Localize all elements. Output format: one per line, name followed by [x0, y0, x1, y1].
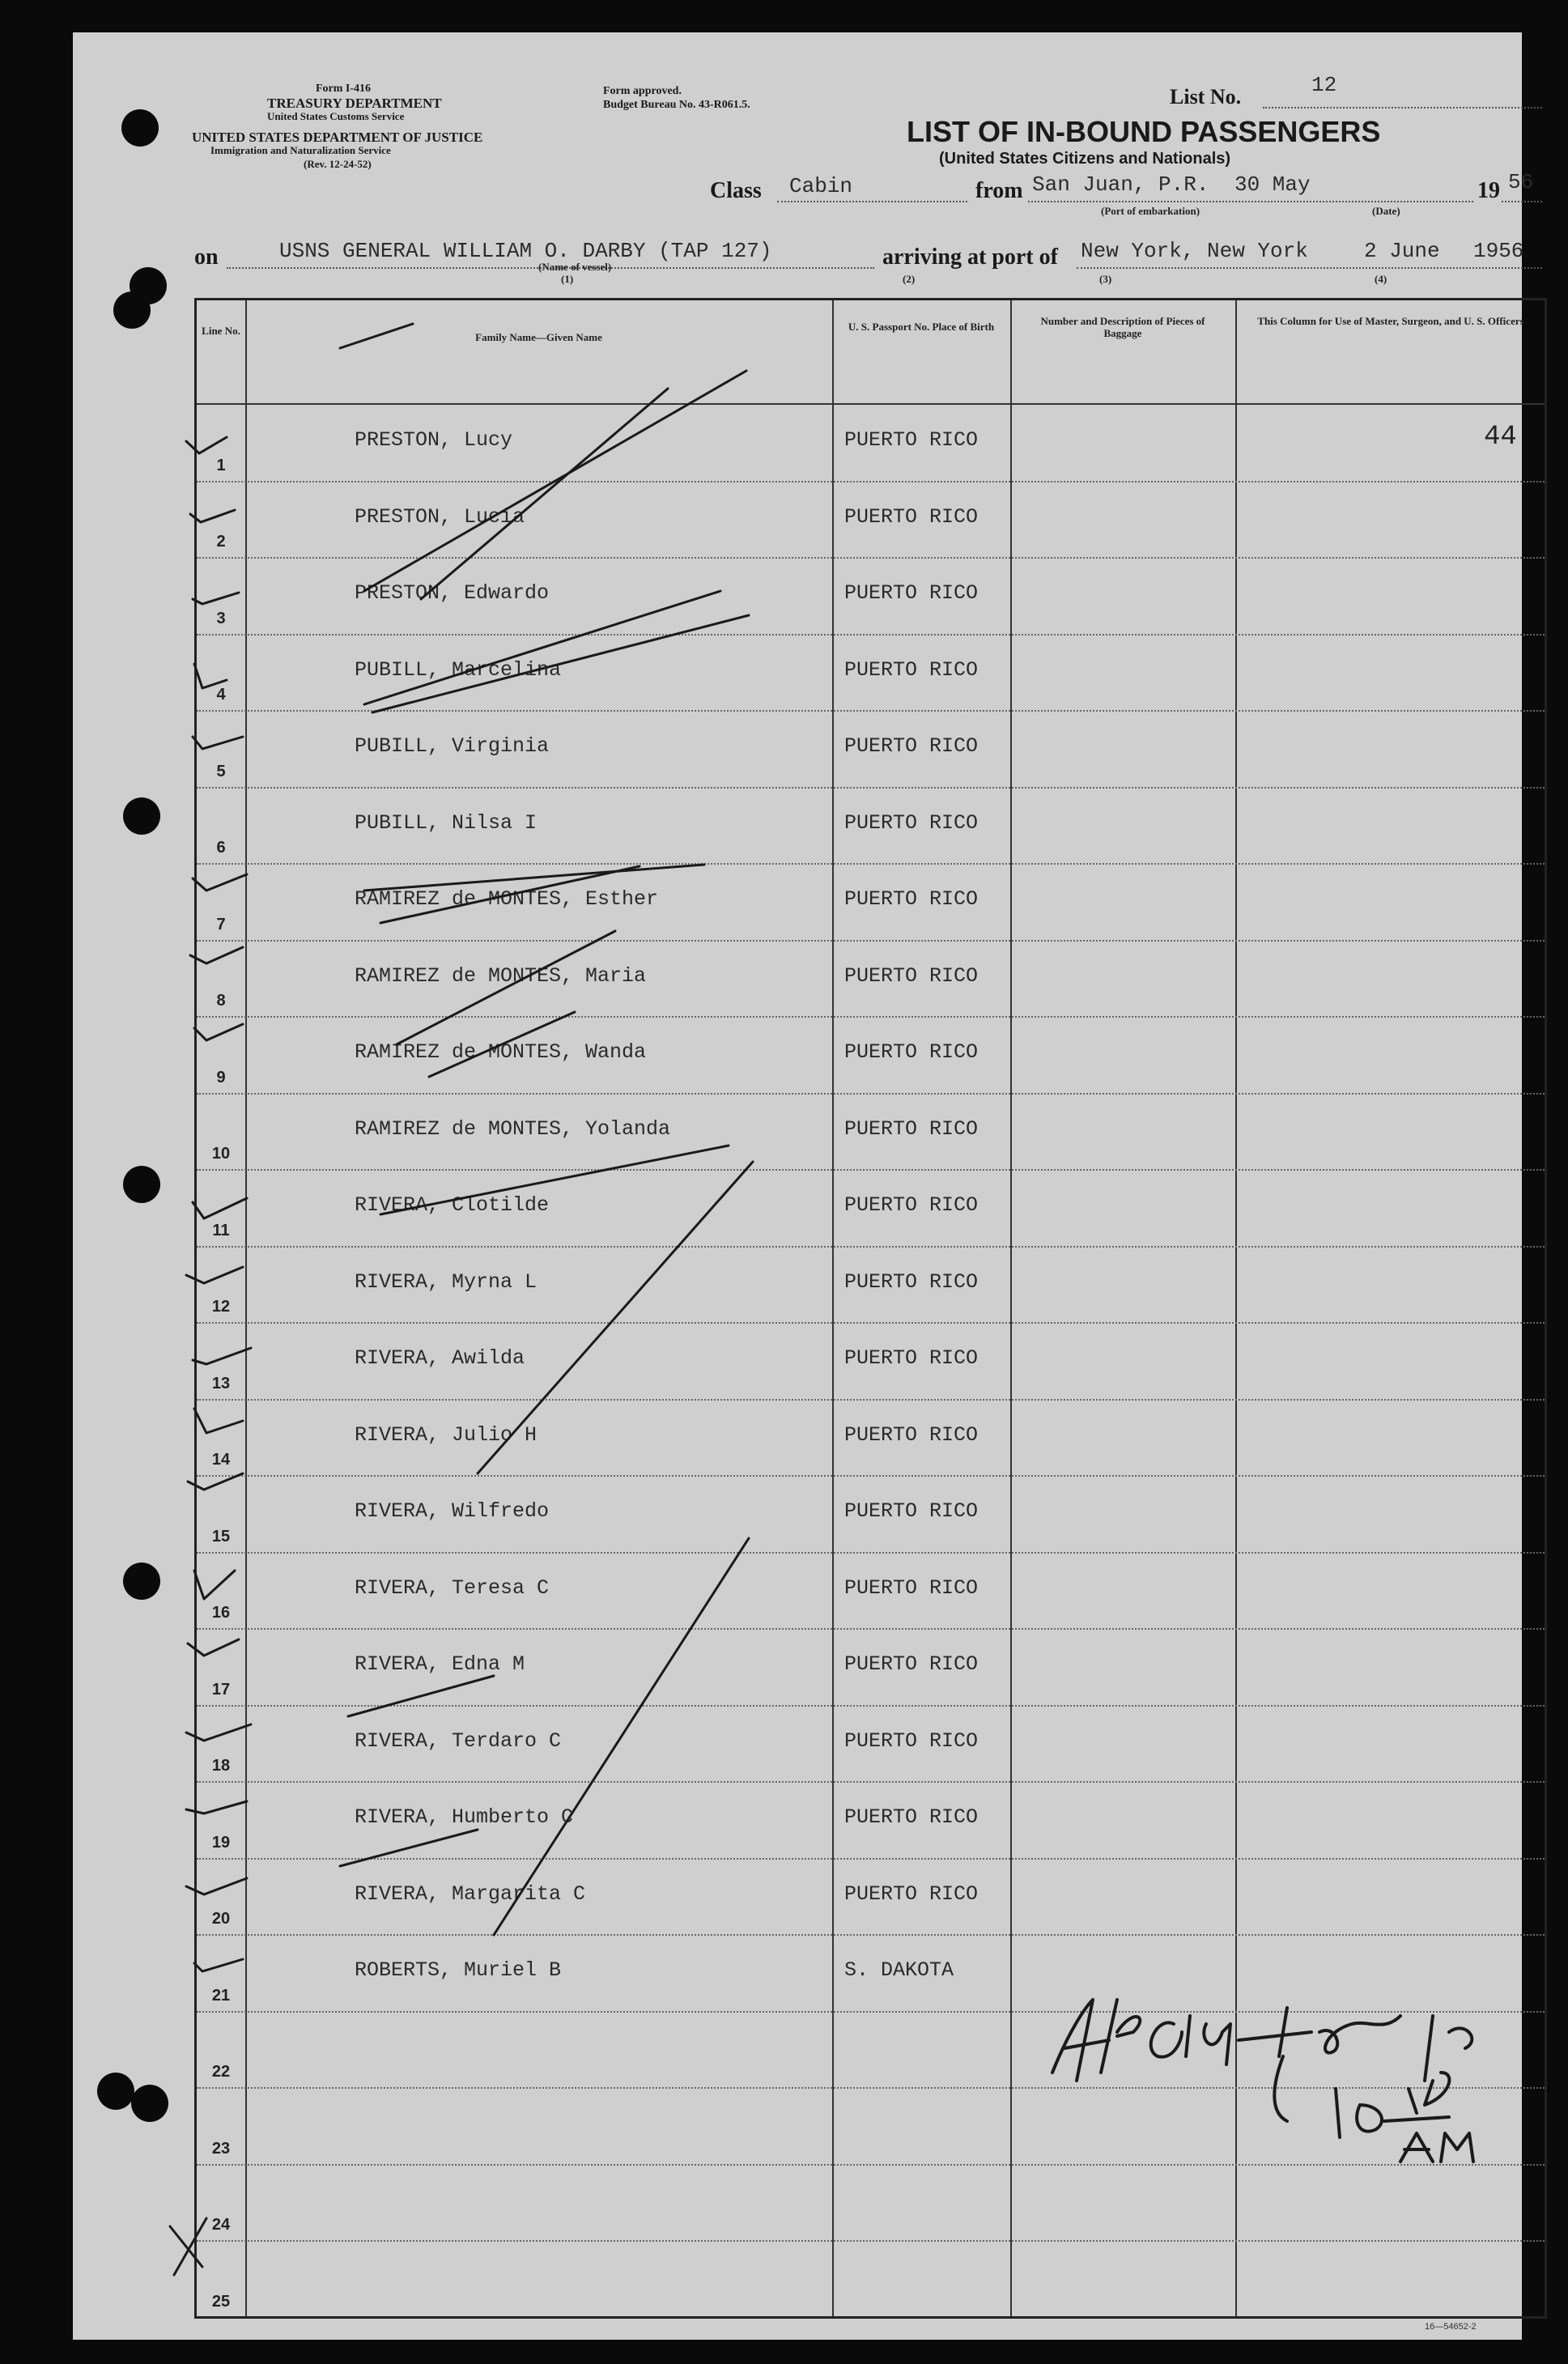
year-line [1502, 201, 1542, 202]
row-rule [197, 1246, 1545, 1248]
row-rule [197, 1858, 1545, 1860]
arrival-port: New York, New York [1081, 239, 1308, 263]
col-num-1: (1) [561, 273, 574, 285]
line-number: 18 [211, 1757, 231, 1775]
line-number: 15 [211, 1527, 231, 1546]
justice-dept: UNITED STATES DEPARTMENT OF JUSTICE [192, 130, 483, 145]
line-number: 6 [216, 839, 226, 857]
place-of-birth: PUERTO RICO [844, 1116, 979, 1141]
document-page [73, 32, 1534, 2340]
row-rule [197, 2164, 1545, 2166]
passenger-name: RIVERA, Edna M [355, 1652, 525, 1676]
punch-hole [121, 109, 159, 147]
place-of-birth: PUERTO RICO [844, 1269, 979, 1294]
header-rule [197, 403, 1545, 405]
place-of-birth: PUERTO RICO [844, 1652, 979, 1676]
line-number: 12 [211, 1298, 231, 1316]
passenger-name: PUBILL, Marcelina [355, 657, 562, 682]
line-number: 14 [211, 1451, 231, 1469]
passenger-name: PRESTON, Lucia [355, 504, 525, 529]
line-number: 24 [211, 2216, 231, 2234]
col-divider [832, 300, 834, 2316]
place-of-birth: PUERTO RICO [844, 1805, 979, 1829]
row-rule [197, 1322, 1545, 1324]
header-officers: This Column for Use of Master, Surgeon, and U. S. Officers [1257, 315, 1524, 327]
punch-hole [113, 291, 151, 329]
place-of-birth: PUERTO RICO [844, 1881, 979, 1906]
passenger-table [194, 298, 1547, 2319]
line-number: 11 [212, 1221, 230, 1239]
embark-caption: (Port of embarkation) [1101, 205, 1200, 217]
passenger-name: RIVERA, Myrna L [355, 1269, 538, 1294]
row-rule [197, 2011, 1545, 2013]
row-rule [197, 481, 1545, 483]
line-number: 10 [211, 1145, 231, 1163]
place-of-birth: PUERTO RICO [844, 1422, 979, 1447]
col-divider [245, 300, 247, 2316]
passenger-name: RAMIREZ de MONTES, Maria [355, 963, 647, 988]
line-number: 22 [211, 2063, 231, 2081]
header-name: Family Name—Given Name [475, 331, 602, 343]
form-number: Form I-416 [316, 83, 372, 95]
vessel-name: USNS GENERAL WILLIAM O. DARBY (TAP 127) [279, 239, 772, 263]
class-value: Cabin [789, 174, 853, 198]
row-rule [197, 2240, 1545, 2242]
line-number: 25 [211, 2292, 231, 2311]
passenger-name: RIVERA, Terdaro C [355, 1728, 562, 1753]
row-rule [197, 787, 1545, 789]
place-of-birth: PUERTO RICO [844, 657, 979, 682]
from-line [1028, 201, 1473, 202]
passenger-name: PRESTON, Edwardo [355, 581, 550, 605]
place-of-birth: S. DAKOTA [844, 1958, 954, 1982]
place-of-birth: PUERTO RICO [844, 1575, 979, 1600]
line-number: 3 [216, 609, 226, 627]
row-rule [197, 863, 1545, 865]
class-line [777, 201, 967, 202]
list-no-value: 12 [1311, 73, 1337, 97]
document-subtitle: (United States Citizens and Nationals) [939, 150, 1231, 168]
place-of-birth: PUERTO RICO [844, 810, 979, 835]
col-divider [1235, 300, 1237, 2316]
row-rule [197, 940, 1545, 942]
punch-hole [131, 2085, 168, 2122]
passenger-name: RAMIREZ de MONTES, Yolanda [355, 1116, 671, 1141]
form-approved: Form approved. [603, 85, 682, 97]
row-rule [197, 2087, 1545, 2089]
place-of-birth: PUERTO RICO [844, 1499, 979, 1523]
passenger-name: RIVERA, Awilda [355, 1346, 525, 1370]
passenger-name: RIVERA, Teresa C [355, 1575, 550, 1600]
customs-service: United States Customs Service [267, 110, 405, 122]
passenger-name: RIVERA, Clotilde [355, 1193, 550, 1217]
row-rule [197, 1016, 1545, 1018]
passenger-name: PUBILL, Nilsa I [355, 810, 538, 835]
punch-hole [97, 2073, 134, 2110]
header-baggage: Number and Description of Pieces of Baggage [1040, 315, 1205, 339]
passenger-name: ROBERTS, Muriel B [355, 1958, 562, 1982]
document-title: LIST OF IN-BOUND PASSENGERS [907, 115, 1381, 148]
place-of-birth: PUERTO RICO [844, 734, 979, 758]
passenger-name: PUBILL, Virginia [355, 734, 550, 758]
line-number: 2 [216, 533, 226, 551]
line-number: 1 [216, 456, 226, 474]
place-of-birth: PUERTO RICO [844, 1346, 979, 1370]
from-value: San Juan, P.R. [1032, 172, 1209, 197]
passenger-name: RIVERA, Margarita C [355, 1881, 586, 1906]
line-number: 17 [211, 1680, 231, 1699]
col-num-3: (3) [1099, 273, 1112, 285]
treasury-dept: TREASURY DEPARTMENT [267, 96, 442, 111]
officer-note: 44 [1484, 422, 1517, 453]
place-of-birth: PUERTO RICO [844, 963, 979, 988]
arrival-date: 2 June [1364, 239, 1440, 263]
year-value: 56 [1508, 170, 1534, 194]
place-of-birth: PUERTO RICO [844, 1040, 979, 1064]
line-number: 5 [216, 762, 226, 780]
line-number: 20 [211, 1910, 231, 1928]
row-rule [197, 1552, 1545, 1554]
place-of-birth: PUERTO RICO [844, 504, 979, 529]
budget-bureau: Budget Bureau No. 43-R061.5. [603, 99, 750, 111]
line-number: 7 [216, 915, 226, 933]
place-of-birth: PUERTO RICO [844, 428, 979, 452]
place-of-birth: PUERTO RICO [844, 887, 979, 911]
list-no-line [1263, 107, 1542, 108]
header-passport: U. S. Passport No. Place of Birth [848, 321, 995, 333]
punch-hole [123, 797, 160, 835]
line-number: 9 [216, 1068, 226, 1086]
passenger-name: RAMIREZ de MONTES, Esther [355, 887, 659, 911]
col-num-4: (4) [1375, 273, 1387, 285]
col-num-2: (2) [903, 273, 916, 285]
punch-hole [123, 1166, 160, 1203]
col-divider [1010, 300, 1012, 2316]
row-rule [197, 1781, 1545, 1783]
passenger-name: RIVERA, Humberto C [355, 1805, 574, 1829]
line-number: 16 [211, 1604, 231, 1622]
ins-service: Immigration and Naturalization Service [210, 144, 391, 156]
place-of-birth: PUERTO RICO [844, 1728, 979, 1753]
arrival-line [1077, 267, 1542, 269]
line-number: 23 [211, 2139, 231, 2158]
passenger-name: PRESTON, Lucy [355, 428, 513, 452]
arrival-year: 1956 [1473, 239, 1524, 263]
on-label: on [194, 244, 219, 270]
row-rule [197, 1475, 1545, 1477]
row-rule [197, 1169, 1545, 1171]
footer-code: 16—54652-2 [1425, 2322, 1477, 2332]
list-no-label: List No. [1170, 85, 1242, 108]
passenger-name: RAMIREZ de MONTES, Wanda [355, 1040, 647, 1064]
line-number: 4 [216, 686, 226, 704]
row-rule [197, 1705, 1545, 1707]
class-label: Class [710, 178, 762, 203]
row-rule [197, 1399, 1545, 1401]
place-of-birth: PUERTO RICO [844, 581, 979, 605]
from-label: from [975, 178, 1023, 203]
passenger-name: RIVERA, Julio H [355, 1422, 538, 1447]
header-line-no: Line No. [202, 325, 240, 337]
row-rule [197, 1628, 1545, 1630]
row-rule [197, 710, 1545, 712]
embark-date: 30 May [1234, 172, 1311, 197]
place-of-birth: PUERTO RICO [844, 1193, 979, 1217]
punch-hole [123, 1563, 160, 1600]
row-rule [197, 1093, 1545, 1095]
line-number: 13 [211, 1374, 231, 1392]
row-rule [197, 557, 1545, 559]
row-rule [197, 1934, 1545, 1936]
arriving-label: arriving at port of [882, 244, 1058, 270]
line-number: 8 [216, 992, 226, 1010]
line-number: 19 [211, 1833, 231, 1852]
row-rule [197, 634, 1545, 636]
passenger-name: RIVERA, Wilfredo [355, 1499, 550, 1523]
year-prefix: 19 [1477, 178, 1500, 203]
line-number: 21 [211, 1986, 231, 2005]
date-caption: (Date) [1372, 205, 1400, 217]
form-revision: (Rev. 12-24-52) [304, 158, 372, 170]
vessel-caption: (Name of vessel) [538, 261, 612, 273]
